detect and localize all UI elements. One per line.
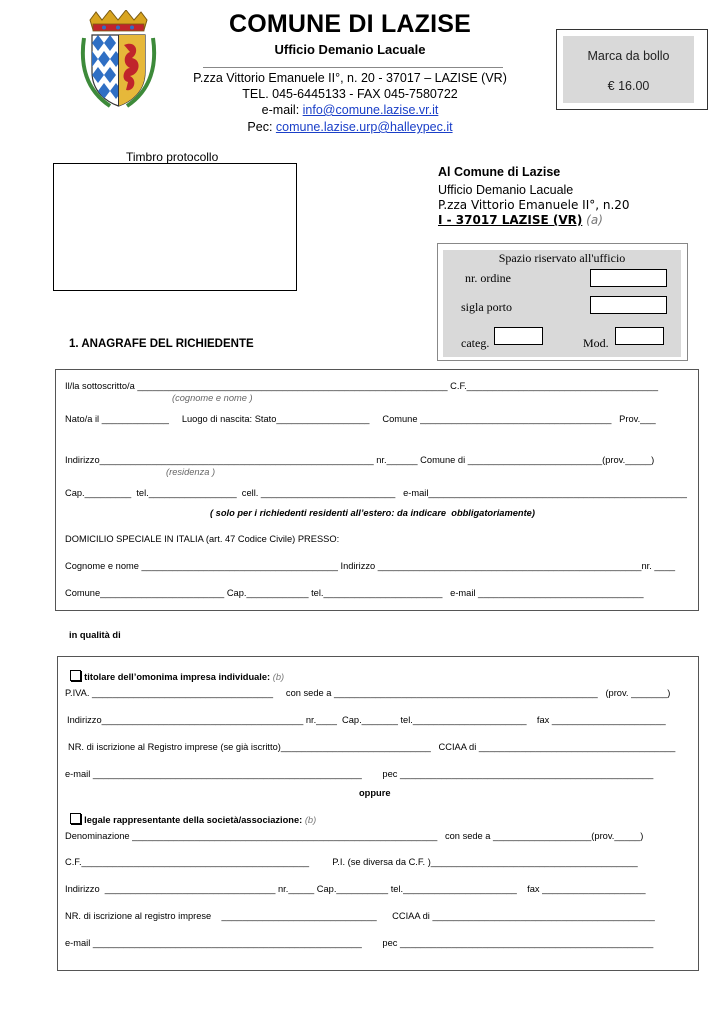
oppure-separator: oppure — [359, 788, 391, 798]
domicile-name-address-line[interactable]: Cognome e nome ______________________________________ Indirizzo ___________________________________________________nr. ____ — [65, 561, 676, 571]
header-email-line — [175, 103, 525, 117]
municipality-title: COMUNE DI LAZISE — [228, 10, 472, 38]
option-legal-representative-label: legale rappresentante della società/associazione: — [84, 815, 303, 825]
option-sole-trader[interactable] — [65, 660, 284, 682]
email-label: e-mail: — [261, 103, 303, 117]
business-registry-line[interactable]: NR. di iscrizione al Registro imprese (se già iscritto)_____________________________ CCIAA di ______________________________________ — [68, 742, 676, 752]
recipient-line-3: P.zza Vittorio Emanuele II°, n.20 — [438, 198, 630, 212]
vat-seat-line[interactable]: P.IVA. ___________________________________ con sede a ___________________________________________________ (prov. _______) — [65, 688, 671, 698]
header-pec-line — [175, 120, 525, 134]
checkbox-legal-representative[interactable] — [70, 813, 81, 824]
applicant-residence-hint: (residenza ) — [166, 467, 216, 477]
option-sole-trader-label: titolare dell’omonima impresa individuale: — [84, 672, 271, 682]
protocol-stamp-label: Timbro protocollo — [126, 150, 219, 164]
recipient-line-2: Ufficio Demanio Lacuale — [438, 183, 574, 197]
protocol-stamp-box — [53, 163, 297, 291]
company-email-pec-line[interactable]: e-mail ____________________________________________________ pec _________________________________________________ — [65, 938, 654, 948]
municipal-crest-logo — [80, 10, 157, 110]
company-registry-line[interactable]: NR. di iscrizione al registro imprese ______________________________ CCIAA di ___________________________________________ — [65, 911, 655, 921]
option-sole-trader-note: (b) — [272, 672, 285, 682]
office-subtitle: Ufficio Demanio Lacuale — [274, 42, 426, 57]
pec-label: Pec: — [247, 120, 276, 134]
applicant-address-line[interactable]: Indirizzo_____________________________________________________ nr.______ Comune di __________________________(prov._____) — [65, 455, 655, 465]
section-applicant-title: 1. ANAGRAFE DEL RICHIEDENTE — [69, 338, 254, 350]
business-email-pec-line[interactable]: e-mail ____________________________________________________ pec _________________________________________________ — [65, 769, 654, 779]
option-legal-representative-note: (b) — [304, 815, 317, 825]
domicile-city-contacts-line[interactable]: Comune________________________ Cap.____________ tel._______________________ e-mail ________________________________ — [65, 588, 644, 598]
office-reserved-title: Spazio riservato all'ufficio — [498, 251, 626, 265]
email-link[interactable]: info@comune.lazise.vr.it — [302, 103, 439, 117]
applicant-name-hint: (cognome e nome ) — [172, 393, 253, 403]
foreign-residents-note: ( solo per i richiedenti residenti all’estero: da indicare obbligatoriamente) — [210, 508, 535, 518]
recipient-line-4 — [438, 213, 603, 227]
special-domicile-heading: DOMICILIO SPECIALE IN ITALIA (art. 47 Codice Civile) PRESSO: — [65, 534, 340, 544]
mod-field[interactable] — [615, 327, 664, 345]
nr-ordine-field[interactable] — [590, 269, 667, 287]
categ-field[interactable] — [494, 327, 543, 345]
revenue-stamp-amount: € 16.00 — [607, 79, 650, 93]
header-divider — [203, 67, 503, 68]
company-name-seat-line[interactable]: Denominazione ___________________________________________________________ con sede a ___________________(prov._____) — [65, 831, 644, 841]
checkbox-sole-trader[interactable] — [70, 670, 81, 681]
company-cf-vat-line[interactable]: C.F.____________________________________________ P.I. (se diversa da C.F. )________________________________________ — [65, 857, 638, 867]
recipient-city: I - 37017 LAZISE (VR) — [438, 213, 583, 227]
sigla-porto-field[interactable] — [590, 296, 667, 314]
sigla-porto-label: sigla porto — [461, 300, 512, 314]
categ-label: categ. — [461, 336, 490, 350]
nr-ordine-label: nr. ordine — [465, 271, 511, 285]
in-qualita-di-label: in qualità di — [69, 630, 121, 640]
mod-label: Mod. — [583, 336, 609, 350]
business-address-line[interactable]: Indirizzo_______________________________________ nr.____ Cap._______ tel.______________________ fax ______________________ — [67, 715, 666, 725]
header-address: P.zza Vittorio Emanuele II°, n. 20 - 37017 – LAZISE (VR) — [193, 71, 507, 85]
company-address-line[interactable]: Indirizzo _________________________________ nr._____ Cap.__________ tel.______________________ fax ____________________ — [65, 884, 646, 894]
applicant-name-cf-line[interactable]: Il/la sottoscritto/a ____________________________________________________________ C.F._____________________________________ — [65, 381, 658, 391]
option-legal-representative[interactable] — [65, 803, 316, 825]
applicant-contacts-line[interactable]: Cap._________ tel._________________ cell. __________________________ e-mail__________________________________________________ — [65, 488, 687, 498]
pec-link[interactable]: comune.lazise.urp@halleypec.it — [275, 120, 453, 134]
recipient-note: (a) — [586, 213, 603, 227]
recipient-line-1: Al Comune di Lazise — [438, 165, 561, 179]
header-phone-fax: TEL. 045-6445133 - FAX 045-7580722 — [242, 87, 458, 101]
applicant-birth-line[interactable]: Nato/a il _____________ Luogo di nascita: Stato__________________ Comune _____________________________________ Prov.___ — [65, 414, 656, 424]
revenue-stamp-label: Marca da bollo — [587, 49, 670, 63]
